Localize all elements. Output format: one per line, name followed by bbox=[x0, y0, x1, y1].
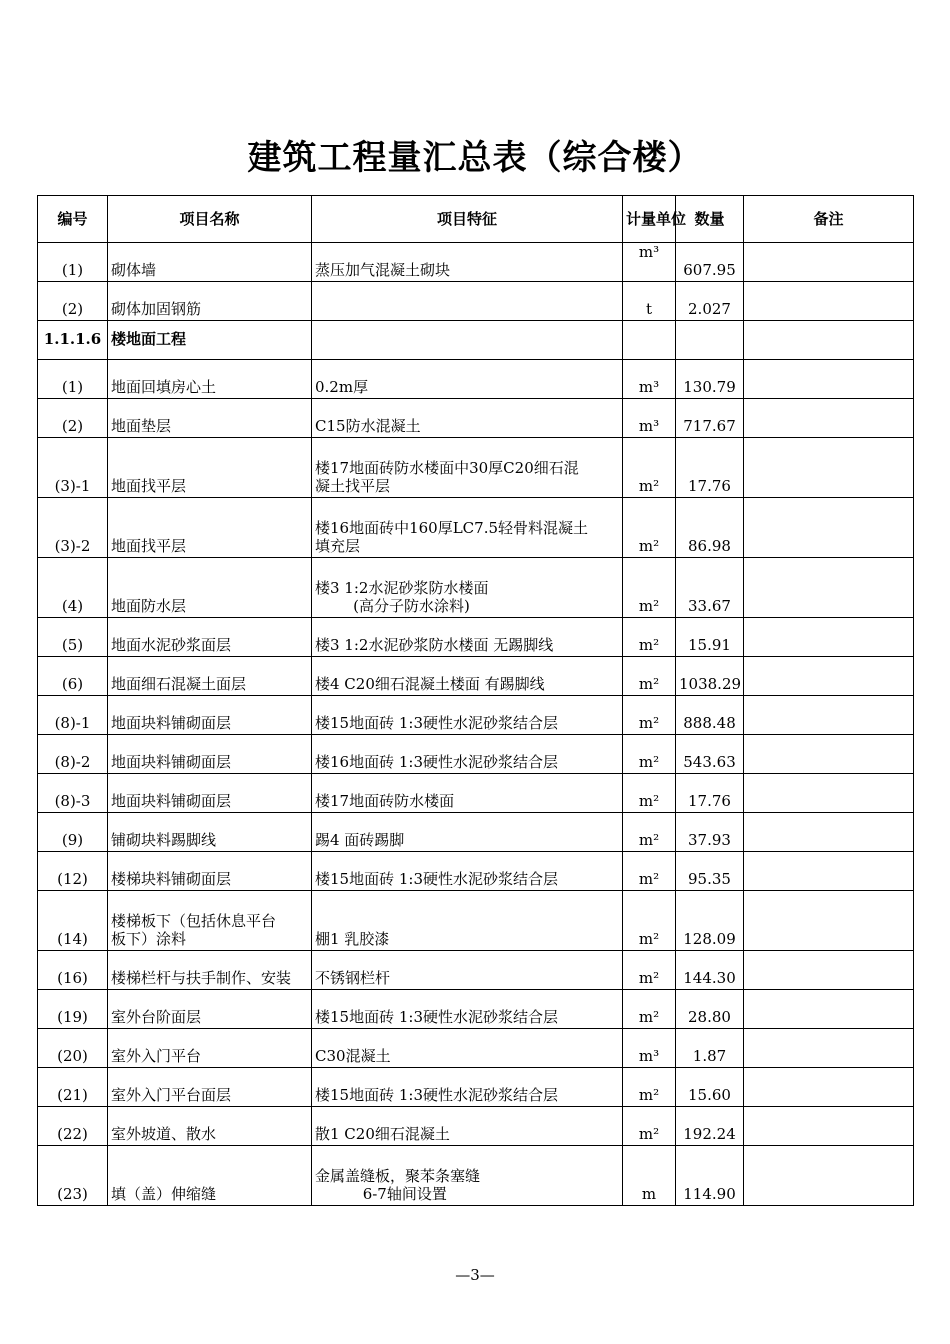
cell-qty: 15.60 bbox=[676, 1068, 744, 1107]
cell-name: 地面回填房心土 bbox=[108, 360, 312, 399]
cell-unit: m² bbox=[623, 498, 676, 558]
cell-name: 地面块料铺砌面层 bbox=[108, 774, 312, 813]
cell-unit: m³ bbox=[623, 1029, 676, 1068]
header-name: 项目名称 bbox=[108, 196, 312, 243]
table-row bbox=[38, 990, 914, 1029]
cell-name: 砌体墙 bbox=[108, 243, 312, 282]
table-row bbox=[38, 1107, 914, 1146]
cell-feature: 金属盖缝板，聚苯条塞缝 6-7轴间设置 bbox=[312, 1146, 623, 1206]
cell-note bbox=[744, 618, 914, 657]
cell-name: 地面细石混凝土面层 bbox=[108, 657, 312, 696]
cell-name: 地面块料铺砌面层 bbox=[108, 696, 312, 735]
header-code: 编号 bbox=[38, 196, 108, 243]
cell-feature: 楼17地面砖防水楼面中30厚C20细石混 凝土找平层 bbox=[312, 438, 623, 498]
cell-note bbox=[744, 498, 914, 558]
cell-name: 室外台阶面层 bbox=[108, 990, 312, 1029]
cell-code: (9) bbox=[38, 813, 108, 852]
cell-unit: m² bbox=[623, 558, 676, 618]
cell-note bbox=[744, 1029, 914, 1068]
cell-unit: m² bbox=[623, 852, 676, 891]
cell-unit: m² bbox=[623, 774, 676, 813]
cell-name: 地面块料铺砌面层 bbox=[108, 735, 312, 774]
cell-note bbox=[744, 321, 914, 360]
cell-code: (8)-3 bbox=[38, 774, 108, 813]
cell-feature: 楼16地面砖 1:3硬性水泥砂浆结合层 bbox=[312, 735, 623, 774]
cell-unit: m³ bbox=[623, 243, 676, 282]
cell-name: 室外入门平台 bbox=[108, 1029, 312, 1068]
cell-unit: m² bbox=[623, 891, 676, 951]
cell-name: 地面垫层 bbox=[108, 399, 312, 438]
cell-name: 楼梯板下（包括休息平台 板下）涂料 bbox=[108, 891, 312, 951]
cell-unit: m³ bbox=[623, 399, 676, 438]
cell-feature: 楼16地面砖中160厚LC7.5轻骨料混凝土 填充层 bbox=[312, 498, 623, 558]
cell-feature: 楼17地面砖防水楼面 bbox=[312, 774, 623, 813]
cell-feature: 不锈钢栏杆 bbox=[312, 951, 623, 990]
header-unit-label: 计量单位 bbox=[626, 210, 687, 228]
cell-feature: 楼15地面砖 1:3硬性水泥砂浆结合层 bbox=[312, 852, 623, 891]
cell-qty bbox=[676, 321, 744, 360]
table-row bbox=[38, 951, 914, 990]
cell-code: (6) bbox=[38, 657, 108, 696]
cell-qty: 33.67 bbox=[676, 558, 744, 618]
cell-note bbox=[744, 1146, 914, 1206]
cell-feature: C30混凝土 bbox=[312, 1029, 623, 1068]
table-row bbox=[38, 399, 914, 438]
cell-qty: 17.76 bbox=[676, 774, 744, 813]
cell-qty: 1038.29 bbox=[676, 657, 744, 696]
cell-qty: 28.80 bbox=[676, 990, 744, 1029]
header-unit bbox=[623, 196, 687, 243]
cell-name: 填（盖）伸缩缝 bbox=[108, 1146, 312, 1206]
cell-name: 地面找平层 bbox=[108, 438, 312, 498]
cell-unit: m² bbox=[623, 951, 676, 990]
page-number: —3— bbox=[455, 1266, 495, 1284]
cell-name: 地面找平层 bbox=[108, 498, 312, 558]
cell-name: 铺砌块料踢脚线 bbox=[108, 813, 312, 852]
table-header-row bbox=[38, 196, 914, 243]
cell-unit: m² bbox=[623, 735, 676, 774]
cell-name: 室外入门平台面层 bbox=[108, 1068, 312, 1107]
page-title: 建筑工程量汇总表（综合楼） bbox=[247, 138, 703, 178]
cell-feature: 楼15地面砖 1:3硬性水泥砂浆结合层 bbox=[312, 1068, 623, 1107]
cell-code: (16) bbox=[38, 951, 108, 990]
cell-note bbox=[744, 243, 914, 282]
cell-unit: m² bbox=[623, 1068, 676, 1107]
table-row bbox=[38, 774, 914, 813]
cell-note bbox=[744, 852, 914, 891]
cell-qty: 144.30 bbox=[676, 951, 744, 990]
cell-code: (3)-2 bbox=[38, 498, 108, 558]
cell-feature: 蒸压加气混凝土砌块 bbox=[312, 243, 623, 282]
cell-qty: 95.35 bbox=[676, 852, 744, 891]
header-qty: 数量 bbox=[676, 196, 744, 243]
cell-qty: 114.90 bbox=[676, 1146, 744, 1206]
cell-unit: m³ bbox=[623, 360, 676, 399]
cell-note bbox=[744, 735, 914, 774]
cell-unit: m² bbox=[623, 813, 676, 852]
cell-qty: 15.91 bbox=[676, 618, 744, 657]
header-feature: 项目特征 bbox=[312, 196, 623, 243]
cell-name: 楼梯块料铺砌面层 bbox=[108, 852, 312, 891]
table-row bbox=[38, 813, 914, 852]
table-row bbox=[38, 243, 914, 282]
cell-code: (8)-2 bbox=[38, 735, 108, 774]
cell-unit bbox=[623, 321, 676, 360]
table-row bbox=[38, 360, 914, 399]
cell-feature: 楼4 C20细石混凝土楼面 有踢脚线 bbox=[312, 657, 623, 696]
cell-unit: m² bbox=[623, 1107, 676, 1146]
cell-code: (22) bbox=[38, 1107, 108, 1146]
cell-qty: 2.027 bbox=[676, 282, 744, 321]
cell-qty: 543.63 bbox=[676, 735, 744, 774]
cell-unit: m² bbox=[623, 657, 676, 696]
cell-note bbox=[744, 438, 914, 498]
cell-feature: 散1 C20细石混凝土 bbox=[312, 1107, 623, 1146]
table-row bbox=[38, 282, 914, 321]
cell-unit: m bbox=[623, 1146, 676, 1206]
cell-note bbox=[744, 558, 914, 618]
cell-name: 地面防水层 bbox=[108, 558, 312, 618]
cell-note bbox=[744, 696, 914, 735]
cell-unit: m² bbox=[623, 696, 676, 735]
cell-qty: 717.67 bbox=[676, 399, 744, 438]
cell-qty: 1.87 bbox=[676, 1029, 744, 1068]
cell-qty: 888.48 bbox=[676, 696, 744, 735]
cell-code: (5) bbox=[38, 618, 108, 657]
cell-note bbox=[744, 1107, 914, 1146]
cell-note bbox=[744, 282, 914, 321]
cell-code: (19) bbox=[38, 990, 108, 1029]
cell-feature: 踢4 面砖踢脚 bbox=[312, 813, 623, 852]
cell-note bbox=[744, 951, 914, 990]
cell-code: (21) bbox=[38, 1068, 108, 1107]
cell-code: (1) bbox=[38, 243, 108, 282]
table-body bbox=[38, 243, 914, 1206]
cell-unit: m² bbox=[623, 990, 676, 1029]
cell-qty: 86.98 bbox=[676, 498, 744, 558]
table-row bbox=[38, 558, 914, 618]
table-row bbox=[38, 498, 914, 558]
table-row bbox=[38, 891, 914, 951]
cell-code: (14) bbox=[38, 891, 108, 951]
cell-note bbox=[744, 990, 914, 1029]
cell-qty: 607.95 bbox=[676, 243, 744, 282]
section-row bbox=[38, 321, 914, 360]
cell-feature: 棚1 乳胶漆 bbox=[312, 891, 623, 951]
cell-qty: 37.93 bbox=[676, 813, 744, 852]
cell-note bbox=[744, 399, 914, 438]
table-row bbox=[38, 1146, 914, 1206]
cell-code: (3)-1 bbox=[38, 438, 108, 498]
cell-unit: m² bbox=[623, 438, 676, 498]
cell-code: (8)-1 bbox=[38, 696, 108, 735]
cell-code: (2) bbox=[38, 399, 108, 438]
cell-name: 室外坡道、散水 bbox=[108, 1107, 312, 1146]
cell-note bbox=[744, 813, 914, 852]
cell-feature bbox=[312, 321, 623, 360]
table-row bbox=[38, 618, 914, 657]
cell-note bbox=[744, 1068, 914, 1107]
cell-code: (2) bbox=[38, 282, 108, 321]
header-note: 备注 bbox=[744, 196, 914, 243]
cell-note bbox=[744, 360, 914, 399]
cell-qty: 128.09 bbox=[676, 891, 744, 951]
cell-code: (1) bbox=[38, 360, 108, 399]
table-row bbox=[38, 1029, 914, 1068]
quantity-table bbox=[37, 195, 914, 1206]
cell-feature: 楼15地面砖 1:3硬性水泥砂浆结合层 bbox=[312, 990, 623, 1029]
cell-feature bbox=[312, 282, 623, 321]
cell-feature: 楼15地面砖 1:3硬性水泥砂浆结合层 bbox=[312, 696, 623, 735]
cell-qty: 192.24 bbox=[676, 1107, 744, 1146]
cell-note bbox=[744, 891, 914, 951]
cell-feature: 楼3 1:2水泥砂浆防水楼面 无踢脚线 bbox=[312, 618, 623, 657]
cell-name: 地面水泥砂浆面层 bbox=[108, 618, 312, 657]
cell-qty: 17.76 bbox=[676, 438, 744, 498]
table-row bbox=[38, 735, 914, 774]
cell-code: (12) bbox=[38, 852, 108, 891]
cell-unit: m² bbox=[623, 618, 676, 657]
cell-code: (23) bbox=[38, 1146, 108, 1206]
cell-name: 楼梯栏杆与扶手制作、安装 bbox=[108, 951, 312, 990]
cell-unit: t bbox=[623, 282, 676, 321]
cell-name: 楼地面工程 bbox=[108, 321, 312, 360]
cell-feature: 楼3 1:2水泥砂浆防水楼面 (高分子防水涂料) bbox=[312, 558, 623, 618]
cell-feature: C15防水混凝土 bbox=[312, 399, 623, 438]
table-row bbox=[38, 657, 914, 696]
table-row bbox=[38, 1068, 914, 1107]
table-row bbox=[38, 438, 914, 498]
table-row bbox=[38, 696, 914, 735]
cell-code: (4) bbox=[38, 558, 108, 618]
cell-note bbox=[744, 774, 914, 813]
table-row bbox=[38, 852, 914, 891]
cell-code: 1.1.1.6 bbox=[38, 321, 108, 360]
cell-name: 砌体加固钢筋 bbox=[108, 282, 312, 321]
cell-code: (20) bbox=[38, 1029, 108, 1068]
cell-qty: 130.79 bbox=[676, 360, 744, 399]
cell-note bbox=[744, 657, 914, 696]
cell-feature: 0.2m厚 bbox=[312, 360, 623, 399]
